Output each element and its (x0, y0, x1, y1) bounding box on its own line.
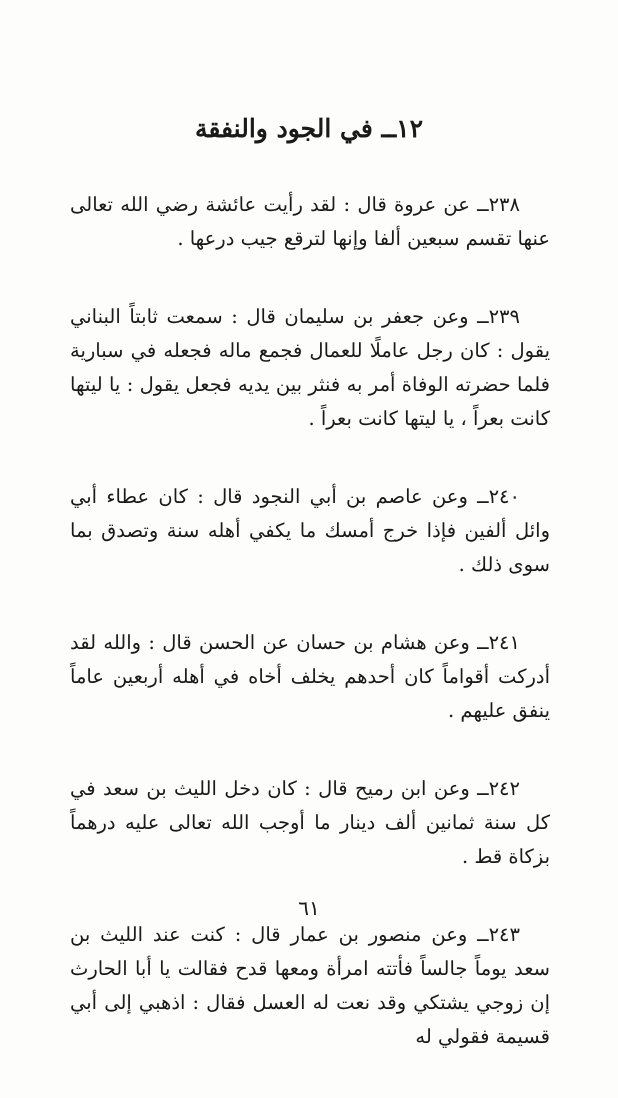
paragraph-238 (70, 188, 550, 256)
paragraph-number: ٢٣٩ــ (477, 305, 520, 328)
paragraph-text: وعن جعفر بن سليمان قال : سمعت ثابتاً البناني يقول : كان رجل عاملًا للعمال فجمع ماله فجعله في سبارية فلما حضرته الوفاة أمر به فنثر بين يديه فجعل يقول : يا ليتها كانت بعراً ، يا ليتها كانت بعراً . (70, 305, 550, 430)
paragraph-text: عن عروة قال : لقد رأيت عائشة رضي الله تعالى عنها تقسم سبعين ألفا وإنها لترقع جيب درعها . (70, 193, 550, 250)
paragraph-text: وعن منصور بن عمار قال : كنت عند الليث بن سعد يوماً جالساً فأتته امرأة ومعها قدح فقالت يا أبا الحارث إن زوجي يشتكي وقد نعت له العسل فقال : اذهبي إلى أبي قسيمة فقولي له (70, 923, 550, 1048)
paragraph-text: وعن هشام بن حسان عن الحسن قال : والله لقد أدركت أقواماً كان أحدهم يخلف أخاه في أهله أربعين عاماً ينفق عليهم . (70, 631, 550, 722)
paragraph-text: وعن ابن رميح قال : كان دخل الليث بن سعد في كل سنة ثمانين ألف دينار ما أوجب الله تعالى عليه درهماً بزكاة قط . (70, 777, 550, 868)
paragraph-number: ٢٤٠ــ (477, 485, 520, 508)
paragraph-number: ٢٤١ــ (477, 631, 520, 654)
paragraph-text: وعن عاصم بن أبي النجود قال : كان عطاء أبي وائل ألفين فإذا خرج أمسك ما يكفي أهله سنة وتصدق بما سوى ذلك . (70, 485, 550, 576)
paragraph-number: ٢٣٨ــ (477, 193, 520, 216)
paragraph-242 (70, 772, 550, 874)
section-title: ١٢ــ في الجود والنفقة (194, 114, 424, 143)
paragraph-240 (70, 480, 550, 582)
paragraph-number: ٢٤٢ــ (477, 777, 520, 800)
body-text (70, 188, 550, 1098)
paragraph-241 (70, 626, 550, 728)
page-number: ٦١ (298, 896, 320, 920)
paragraph-243 (70, 918, 550, 1054)
paragraph-239 (70, 300, 550, 436)
paragraph-number: ٢٤٣ــ (477, 923, 520, 946)
